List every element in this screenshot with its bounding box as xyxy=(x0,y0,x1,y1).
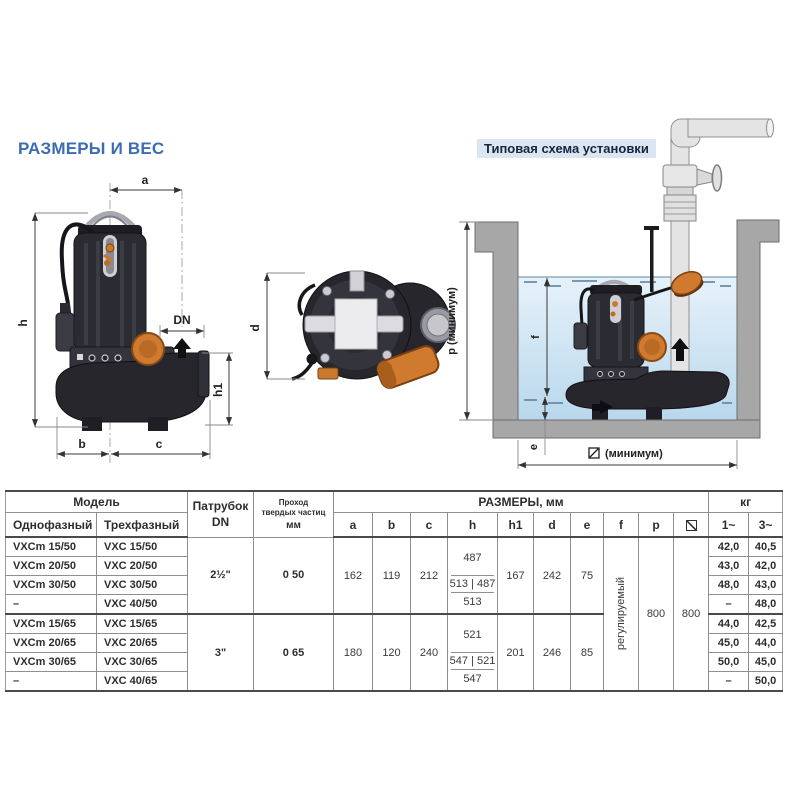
cell-model-single: VXCm 30/50 xyxy=(6,576,97,595)
cell-dim-e: 75 xyxy=(571,537,604,614)
cell-dim-square: 800 xyxy=(674,537,709,691)
cell-model-single: VXCm 30/65 xyxy=(6,653,97,672)
valve-handwheel xyxy=(713,165,722,191)
tank-floor xyxy=(493,420,760,438)
dim-label-c: c xyxy=(155,437,163,451)
cell-kg-1ph: 45,0 xyxy=(709,634,749,653)
cell-model-single: VXCm 15/50 xyxy=(6,537,97,557)
header-dimensions: РАЗМЕРЫ, мм xyxy=(334,491,709,513)
cell-dim-d: 242 xyxy=(534,537,571,614)
cell-model-single: – xyxy=(6,595,97,615)
name-plate xyxy=(335,299,377,349)
cell-model-single: VXCm 20/65 xyxy=(6,634,97,653)
cell-model-single: VXCm 20/50 xyxy=(6,557,97,576)
dim-label-h1: h1 xyxy=(211,382,225,398)
header-col-a: a xyxy=(334,513,373,538)
cell-h-mid: 513 | 487 xyxy=(448,576,497,594)
header-kg: кг xyxy=(709,491,783,513)
header-kg-1ph: 1~ xyxy=(709,513,749,538)
scheme-title: Типовая схема установки xyxy=(477,139,656,158)
cell-kg-1ph: 44,0 xyxy=(709,614,749,634)
header-dn: Патрубок DN xyxy=(188,491,254,537)
cell-dn: 2½" xyxy=(188,537,254,614)
header-model: Модель xyxy=(6,491,188,513)
header-kg-3ph: 3~ xyxy=(749,513,783,538)
dim-label-a: a xyxy=(141,173,149,187)
header-solids: Проход твердых частиц мм xyxy=(254,491,334,537)
cell-model-three: VXC 20/50 xyxy=(97,557,188,576)
cell-kg-1ph: – xyxy=(709,672,749,692)
cell-model-three: VXC 20/65 xyxy=(97,634,188,653)
tank-wall-left xyxy=(475,222,518,420)
header-col-square xyxy=(674,513,709,538)
cell-h-mid: 547 | 521 xyxy=(448,653,497,671)
dim-label-e: e xyxy=(528,443,540,451)
cell-dim-p: 800 xyxy=(639,537,674,691)
cell-h-bot: 513 xyxy=(463,595,482,608)
cell-dim-h1: 167 xyxy=(498,537,534,614)
cell-model-three: VXC 15/65 xyxy=(97,614,188,634)
dim-label-width-min: (минимум) xyxy=(605,448,663,460)
header-col-f: f xyxy=(604,513,639,538)
cell-solids: 0 50 xyxy=(254,537,334,614)
header-col-e: e xyxy=(571,513,604,538)
brass-fitting xyxy=(106,244,114,252)
cell-dim-d: 246 xyxy=(534,614,571,691)
cell-model-three: VXC 30/50 xyxy=(97,576,188,595)
cell-f-adjustable: регулируемый xyxy=(604,537,639,691)
page-title: РАЗМЕРЫ И ВЕС xyxy=(18,139,165,158)
cell-model-single: – xyxy=(6,672,97,692)
spec-table xyxy=(5,490,783,692)
cell-dim-c: 212 xyxy=(411,537,448,614)
cell-model-three: VXC 30/65 xyxy=(97,653,188,672)
gate-valve xyxy=(663,165,697,187)
cell-dim-h1: 201 xyxy=(498,614,534,691)
cell-kg-3ph: 44,0 xyxy=(749,634,783,653)
dim-label-dn: DN xyxy=(173,313,191,327)
dim-label-h: h xyxy=(16,319,30,327)
cell-model-three: VXC 40/50 xyxy=(97,595,188,615)
pump-top-view-drawing xyxy=(248,271,455,390)
discharge-flange xyxy=(198,351,209,397)
cell-kg-1ph: 48,0 xyxy=(709,576,749,595)
tank-wall-right xyxy=(737,220,779,420)
cell-kg-1ph: 50,0 xyxy=(709,653,749,672)
cell-dn: 3" xyxy=(188,614,254,691)
flow-up-arrow-icon xyxy=(173,338,191,349)
cell-model-three: VXC 40/65 xyxy=(97,672,188,692)
dim-label-d: d xyxy=(248,324,262,332)
header-col-c: c xyxy=(411,513,448,538)
pump-side-view-drawing xyxy=(16,173,233,463)
cell-dim-b: 120 xyxy=(373,614,411,691)
square-diagonal-icon xyxy=(589,448,599,458)
installation-scheme-drawing xyxy=(446,119,779,469)
header-three-phase: Трехфазный xyxy=(97,513,188,538)
cell-dim-e: 85 xyxy=(571,614,604,691)
cell-h-top: 521 xyxy=(448,618,497,653)
dim-label-f: f xyxy=(530,335,542,339)
cell-dim-c: 240 xyxy=(411,614,448,691)
cell-kg-3ph: 42,0 xyxy=(749,557,783,576)
cell-dim-a: 162 xyxy=(334,537,373,614)
cell-model-single: VXCm 15/65 xyxy=(6,614,97,634)
cell-solids: 0 65 xyxy=(254,614,334,691)
cell-model-three: VXC 15/50 xyxy=(97,537,188,557)
cell-kg-3ph: 50,0 xyxy=(749,672,783,692)
header-col-h: h xyxy=(448,513,498,538)
header-col-b: b xyxy=(373,513,411,538)
header-single-phase: Однофазный xyxy=(6,513,97,538)
float-rod xyxy=(650,228,654,292)
cell-kg-3ph: 42,5 xyxy=(749,614,783,634)
cell-h-top: 487 xyxy=(448,541,497,576)
cell-dim-h-stack xyxy=(448,614,498,691)
dim-label-p-min: р (минимум) xyxy=(446,287,458,355)
cell-dim-h-stack xyxy=(448,537,498,614)
header-col-h1: h1 xyxy=(498,513,534,538)
cell-kg-1ph: 42,0 xyxy=(709,537,749,557)
dim-label-b: b xyxy=(78,437,86,451)
cell-kg-1ph: 43,0 xyxy=(709,557,749,576)
cell-h-bot: 547 xyxy=(463,672,482,685)
diagrams-canvas xyxy=(0,95,800,490)
table-row xyxy=(6,537,783,557)
cell-kg-3ph: 43,0 xyxy=(749,576,783,595)
cell-kg-1ph: – xyxy=(709,595,749,615)
cell-kg-3ph: 48,0 xyxy=(749,595,783,615)
cell-kg-3ph: 40,5 xyxy=(749,537,783,557)
spec-table-wrapper xyxy=(5,490,783,692)
cell-dim-b: 119 xyxy=(373,537,411,614)
cell-dim-a: 180 xyxy=(334,614,373,691)
header-col-d: d xyxy=(534,513,571,538)
cell-kg-3ph: 45,0 xyxy=(749,653,783,672)
header-col-p: p xyxy=(639,513,674,538)
square-diagonal-icon xyxy=(686,520,697,531)
